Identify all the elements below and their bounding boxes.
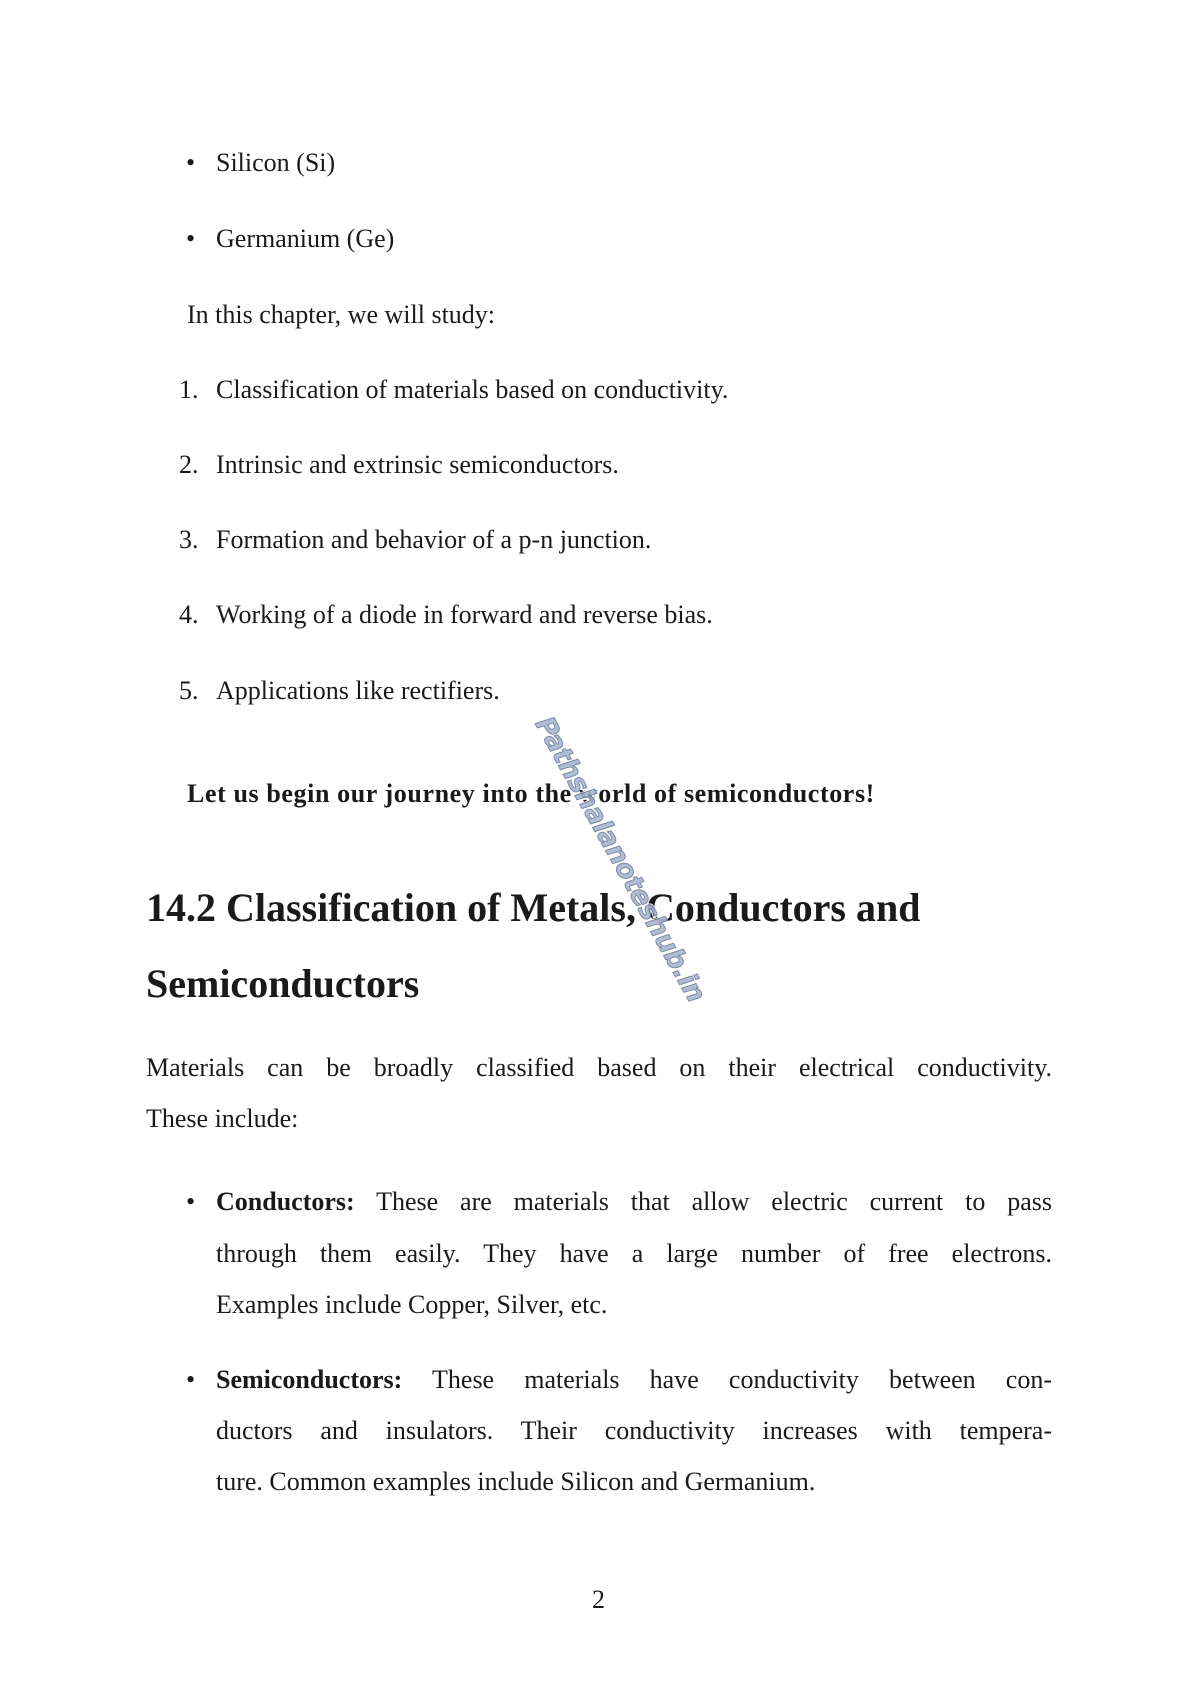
section-heading: Semiconductors (146, 961, 420, 1006)
list-item: Working of a diode in forward and reverse bias. (216, 600, 713, 629)
closing-line: Let us begin our journey into the world of semiconductors! (187, 779, 875, 808)
item-line: ture. Common examples include Silicon and Germanium. (216, 1467, 816, 1496)
item-term: Conductors: (216, 1187, 355, 1216)
list-item: Classification of materials based on conductivity. (216, 375, 729, 404)
item-term: Semiconductors: (216, 1365, 403, 1394)
list-number: 3. (179, 525, 199, 554)
item-text: These are materials that allow electric current to pass (376, 1187, 1052, 1216)
list-number: 1. (179, 375, 199, 404)
list-number: 2. (179, 450, 199, 479)
bullet-icon: • (186, 1187, 196, 1216)
list-number: 4. (179, 600, 199, 629)
bullet-icon: • (186, 148, 196, 177)
list-number: 5. (179, 676, 199, 705)
bullet-item: Silicon (Si) (216, 148, 336, 177)
item-text: These materials have conductivity between con- (432, 1365, 1053, 1394)
paragraph-line: Materials can be broadly classified based on their electrical conductivity. (146, 1053, 1052, 1082)
page-number: 2 (592, 1585, 605, 1614)
study-intro: In this chapter, we will study: (187, 300, 496, 329)
item-line (216, 1187, 1052, 1217)
bullet-icon: • (186, 1365, 196, 1394)
item-line: ductors and insulators. Their conductivity increases with tempera- (216, 1416, 1052, 1445)
item-line (216, 1365, 1052, 1395)
item-line: through them easily. They have a large number of free electrons. (216, 1239, 1052, 1268)
bullet-icon: • (186, 224, 196, 253)
list-item: Formation and behavior of a p-n junction. (216, 525, 652, 554)
watermark: Pathshalanoteshub.in (528, 711, 712, 1008)
list-item: Applications like rectifiers. (216, 676, 500, 705)
item-line: Examples include Copper, Silver, etc. (216, 1290, 608, 1319)
bullet-item: Germanium (Ge) (216, 224, 395, 253)
section-heading: 14.2 Classification of Metals, Conductors and (146, 885, 921, 930)
list-item: Intrinsic and extrinsic semiconductors. (216, 450, 619, 479)
paragraph-line: These include: (146, 1104, 299, 1133)
